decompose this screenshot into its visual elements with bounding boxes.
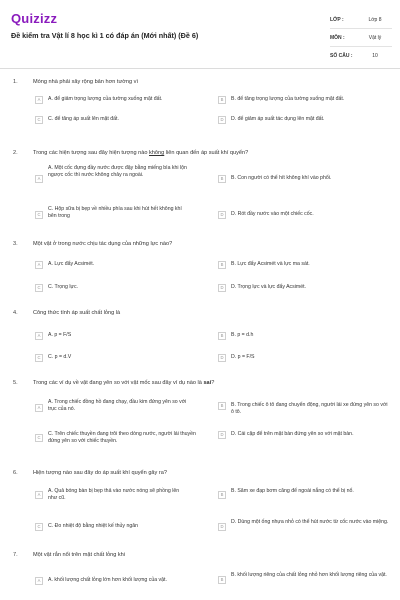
question-text: Một vật ở trong nước chịu tác dụng của những lực nào?: [33, 241, 173, 247]
option-text: D. Trọng lực và lực đẩy Acsimét.: [231, 284, 306, 290]
meta-value: Vật lý: [368, 34, 382, 41]
question-number: 7.: [13, 552, 18, 558]
option-letter-box: A: [35, 96, 43, 104]
option-letter-box: C: [35, 354, 43, 362]
option-letter-box: B: [218, 332, 226, 340]
option-letter-box: D: [218, 354, 226, 362]
option-letter-box: A: [35, 175, 43, 183]
question-text: Công thức tính áp suất chất lỏng là: [33, 310, 121, 316]
option-letter-box: B: [218, 402, 226, 410]
meta-label: LỚP :: [330, 16, 344, 23]
option-letter-box: D: [218, 211, 226, 219]
option-text: B. để tăng trọng lượng của tường xuống mặt đất.: [231, 96, 345, 102]
worksheet-header: [0, 0, 400, 69]
question-emphasis: không: [149, 150, 165, 156]
option-letter-box: C: [35, 211, 43, 219]
option-text: A. Quả bóng bàn bị bẹp thả vào nước nóng sẽ phồng lên như cũ.: [48, 488, 180, 501]
option-text: B. p = d.h: [231, 332, 254, 338]
meta-table: [330, 11, 392, 64]
option-text: C. p = d.V: [48, 354, 72, 360]
quizizz-logo: Quizizz: [11, 11, 58, 26]
option-text: C. để tăng áp suất lên mặt đất.: [48, 116, 119, 122]
option-text: D. p = F/S: [231, 354, 255, 360]
option-text: B. Trong chiếc ô tô đang chuyển động, người lái xe đứng yên so với ô tô.: [231, 402, 388, 415]
option-letter-box: A: [35, 577, 43, 585]
option-text: A. để giảm trọng lượng của tường xuống mặt đất.: [48, 96, 163, 102]
option-text: C. Trọng lực.: [48, 284, 78, 290]
option-letter-box: B: [218, 576, 226, 584]
option-letter-box: B: [218, 261, 226, 269]
option-letter-box: B: [218, 175, 226, 183]
option-letter-box: A: [35, 491, 43, 499]
question-text-part: ?: [211, 380, 215, 386]
option-letter-box: B: [218, 96, 226, 104]
option-text: A. Trong chiếc đồng hồ đang chạy, đầu kim đứng yên so với trục của nó.: [48, 399, 187, 412]
question-number: 4.: [13, 310, 18, 316]
option-text: A. Một cốc đựng đầy nước được đậy bằng miếng bìa khi lộn ngược cốc thì nước không chảy ra ngoài.: [48, 165, 187, 178]
option-text: C. Đo nhiệt độ bằng nhiệt kế thủy ngân: [48, 523, 138, 529]
question-number: 3.: [13, 241, 18, 247]
option-text: D. để giảm áp suất tác dụng lên mặt đất.: [231, 116, 325, 122]
option-letter-box: D: [218, 284, 226, 292]
meta-row-count: [330, 47, 392, 64]
meta-value: Lớp 8: [368, 16, 382, 23]
option-text: D. Rót đầy nước vào một chiếc cốc.: [231, 211, 314, 217]
option-text: C. Trên chiếc thuyền đang trôi theo dòng nước, người lái thuyền đứng yên so với chiếc thuyền.: [48, 431, 196, 444]
question-text-part: Trong các hiện tượng sau đây hiện tượng nào: [33, 150, 149, 156]
question-text: [33, 150, 363, 156]
meta-label: MÔN :: [330, 34, 345, 41]
worksheet-title: Đề kiểm tra Vật lí 8 học kì 1 có đáp án (Mới nhất) (Đề 6): [11, 31, 199, 40]
meta-value: 10: [372, 52, 378, 59]
question-text: [33, 380, 363, 386]
option-letter-box: A: [35, 332, 43, 340]
question-emphasis: sai: [203, 380, 212, 386]
option-text: B. Lực đẩy Acsimét và lực ma sát.: [231, 261, 310, 267]
option-letter-box: C: [35, 434, 43, 442]
question-number: 1.: [13, 79, 18, 85]
option-letter-box: C: [35, 116, 43, 124]
question-text: Hiện tượng nào sau đây do áp suất khí quyển gây ra?: [33, 470, 167, 476]
option-letter-box: D: [218, 431, 226, 439]
question-text: Một vật rắn nổi trên mặt chất lỏng khi: [33, 552, 126, 558]
option-letter-box: D: [218, 116, 226, 124]
option-text: A. p = F/S: [48, 332, 72, 338]
option-text: B. Con người có thể hít không khí vào phổi.: [231, 175, 332, 181]
option-letter-box: D: [218, 523, 226, 531]
option-letter-box: C: [35, 523, 43, 531]
question-text-part: Trong các ví dụ về vật đang yên so với vật mốc sau đây ví dụ nào là: [33, 380, 204, 386]
option-text: D. Dùng một ống nhựa nhỏ có thể hút nước từ cốc nước vào miệng.: [231, 519, 389, 525]
question-number: 6.: [13, 470, 18, 476]
question-number: 2.: [13, 150, 18, 156]
option-letter-box: B: [218, 491, 226, 499]
meta-row-subject: [330, 29, 392, 47]
option-text: B. khối lượng riêng của chất lỏng nhỏ hơn khối lượng riêng của vật.: [231, 572, 387, 578]
option-text: A. khối lượng chất lỏng lớn hơn khối lượng của vật.: [48, 577, 167, 583]
question-number: 5.: [13, 380, 18, 386]
option-text: A. Lực đẩy Acsimét.: [48, 261, 95, 267]
option-text: D. Cái cặp để trên mặt bàn đứng yên so với mặt bàn.: [231, 431, 354, 437]
option-letter-box: C: [35, 284, 43, 292]
question-text: Móng nhà phải xây rộng bản hơn tường vì: [33, 79, 138, 85]
question-text-part: liên quan đến áp suất khí quyển?: [164, 150, 249, 156]
option-text: B. Săm xe đạp bơm căng để ngoài nắng có thể bị nổ.: [231, 488, 354, 494]
option-letter-box: A: [35, 261, 43, 269]
option-letter-box: A: [35, 404, 43, 412]
meta-row-class: [330, 11, 392, 29]
option-text: C. Hộp sữa bị bẹp về nhiều phía sau khi hút hết không khí bên trong: [48, 206, 182, 219]
meta-label: SỐ CÂU :: [330, 52, 353, 59]
